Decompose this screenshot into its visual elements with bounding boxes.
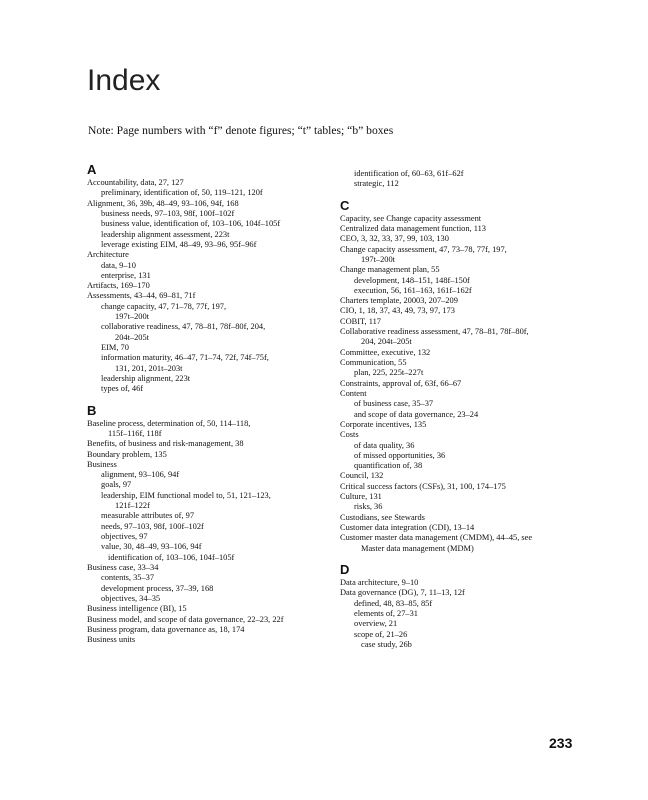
index-entry: Capacity, see Change capacity assessment (340, 213, 482, 223)
index-subentry: 115f–116f, 118f (108, 428, 162, 438)
index-subentry: 197t–200t (361, 254, 395, 264)
index-subentry: information maturity, 46–47, 71–74, 72f, 74f–75f, (101, 353, 269, 363)
index-letter-heading: A (87, 162, 97, 177)
index-subentry: of data quality, 36 (354, 440, 415, 450)
index-subentry: 197t–200t (115, 312, 149, 322)
index-entry: Artifacts, 169–170 (87, 281, 150, 291)
index-entry: Business intelligence (BI), 15 (87, 604, 187, 614)
index-subentry: business needs, 97–103, 98f, 100f–102f (101, 208, 235, 218)
index-entry: Data architecture, 9–10 (340, 577, 419, 587)
index-entry: Customer data integration (CDI), 13–14 (340, 523, 475, 532)
index-entry: Benefits, of business and risk-management, 38 (87, 439, 244, 449)
index-subentry: leadership, EIM functional model to, 51, 121–123, (101, 490, 271, 500)
index-entry: Content (340, 388, 367, 398)
index-subentry: elements of, 27–31 (354, 608, 418, 618)
index-entry: Accountability, data, 27, 127 (87, 178, 184, 187)
index-subentry: leverage existing EIM, 48–49, 93–96, 95f–96f (101, 239, 257, 249)
index-subentry: defined, 48, 83–85, 85f (354, 598, 433, 608)
index-subentry: collaborative readiness, 47, 78–81, 78f–80f, 204, (101, 322, 266, 332)
index-subentry: objectives, 34–35 (101, 593, 161, 603)
index-subentry: Master data management (MDM) (361, 543, 474, 553)
index-entry: CIO, 1, 18, 37, 43, 49, 73, 97, 173 (340, 306, 455, 316)
index-entry: Collaborative readiness assessment, 47, 78–81, 78f–80f, (340, 327, 529, 337)
index-entry: Business units (87, 635, 136, 645)
index-entry: Business program, data governance as, 18, 174 (87, 624, 245, 634)
index-subentry: of business case, 35–37 (354, 399, 434, 409)
index-subentry: value, 30, 48–49, 93–106, 94f (101, 542, 202, 552)
index-column-left (87, 163, 329, 645)
index-subentry: 204, 204t–205t (361, 337, 412, 347)
index-column-right (340, 169, 582, 650)
index-entry: Business case, 33–34 (87, 562, 159, 572)
index-entry: CEO, 3, 32, 33, 37, 99, 103, 130 (340, 234, 449, 244)
index-subentry: execution, 56, 161–163, 161f–162f (354, 285, 472, 295)
index-subentry: objectives, 97 (101, 532, 148, 541)
index-subentry: 121f–122f (115, 501, 150, 511)
index-entry: Architecture (87, 250, 129, 260)
index-subentry: 204t–205t (115, 332, 149, 342)
index-subentry: data, 9–10 (101, 260, 136, 270)
index-entry: Constraints, approval of, 63f, 66–67 (340, 378, 462, 388)
index-subentry: and scope of data governance, 23–24 (354, 409, 479, 419)
index-entry: Corporate incentives, 135 (340, 419, 427, 429)
index-entry: Costs (340, 430, 359, 440)
index-entry: Boundary problem, 135 (87, 449, 167, 459)
index-subentry: enterprise, 131 (101, 270, 151, 280)
index-letter-heading: C (340, 197, 350, 213)
index-subentry: types of, 46f (101, 384, 144, 394)
index-entry: Customer master data management (CMDM), 44–45, see (340, 533, 533, 543)
index-subentry: leadership alignment, 223t (101, 373, 191, 383)
index-subentry: alignment, 93–106, 94f (101, 470, 180, 480)
index-subentry: goals, 97 (101, 480, 132, 490)
index-entry: Committee, executive, 132 (340, 347, 431, 357)
index-entry: Data governance (DG), 7, 11–13, 12f (340, 588, 465, 598)
index-entry: COBIT, 117 (340, 316, 381, 326)
index-entry: Baseline process, determination of, 50, 114–118, (87, 418, 251, 428)
index-subentry: plan, 225, 225t–227t (354, 368, 424, 378)
index-entry: Business model, and scope of data governance, 22–23, 22f (87, 614, 284, 624)
index-subentry: strategic, 112 (354, 179, 399, 189)
index-subentry: contents, 35–37 (101, 573, 155, 583)
index-subentry: measurable attributes of, 97 (101, 511, 195, 521)
index-note: Note: Page numbers with “f” denote figures; “t” tables; “b” boxes (88, 124, 394, 137)
index-letter-heading: D (340, 561, 350, 577)
page-number: 233 (549, 735, 573, 751)
index-entry: Communication, 55 (340, 358, 407, 367)
index-entry: Culture, 131 (340, 492, 382, 502)
page-title: Index (87, 64, 161, 97)
index-entry: Change capacity assessment, 47, 73–78, 77f, 197, (340, 244, 507, 254)
index-entry: Centralized data management function, 113 (340, 223, 486, 233)
index-entry: Assessments, 43–44, 69–81, 71f (87, 291, 196, 301)
index-subentry: change capacity, 47, 71–78, 77f, 197, (101, 301, 227, 311)
index-subentry: needs, 97–103, 98f, 100f–102f (101, 521, 204, 531)
index-subentry: leadership alignment assessment, 223t (101, 229, 230, 239)
index-entry: Alignment, 36, 39b, 48–49, 93–106, 94f, 168 (87, 198, 239, 208)
index-entry: Council, 132 (340, 471, 384, 481)
index-subentry: of missed opportunities, 36 (354, 450, 446, 460)
index-subentry: identification of, 103–106, 104f–105f (108, 552, 235, 562)
index-subentry: risks, 36 (354, 502, 383, 512)
index-subentry: case study, 26b (361, 639, 412, 649)
index-subentry: 131, 201, 201t–203t (115, 363, 183, 373)
index-subentry: quantification of, 38 (354, 461, 423, 471)
index-subentry: development process, 37–39, 168 (101, 583, 214, 593)
index-entry: Critical success factors (CSFs), 31, 100, 174–175 (340, 481, 506, 491)
index-entry: Business (87, 459, 117, 469)
index-subentry: overview, 21 (354, 619, 398, 629)
index-entry: Charters template, 20003, 207–209 (340, 296, 458, 306)
index-subentry: business value, identification of, 103–106, 104f–105f (101, 219, 281, 229)
index-subentry: scope of, 21–26 (354, 629, 408, 639)
index-subentry: development, 148–151, 148f–150f (354, 275, 470, 285)
index-letter-heading: B (87, 402, 97, 418)
index-entry: Custodians, see Stewards (340, 512, 425, 522)
index-subentry: preliminary, identification of, 50, 119–121, 120f (101, 188, 263, 198)
index-subentry: EIM, 70 (101, 343, 129, 352)
index-entry: Change management plan, 55 (340, 265, 440, 275)
index-subentry: identification of, 60–63, 61f–62f (354, 169, 464, 178)
